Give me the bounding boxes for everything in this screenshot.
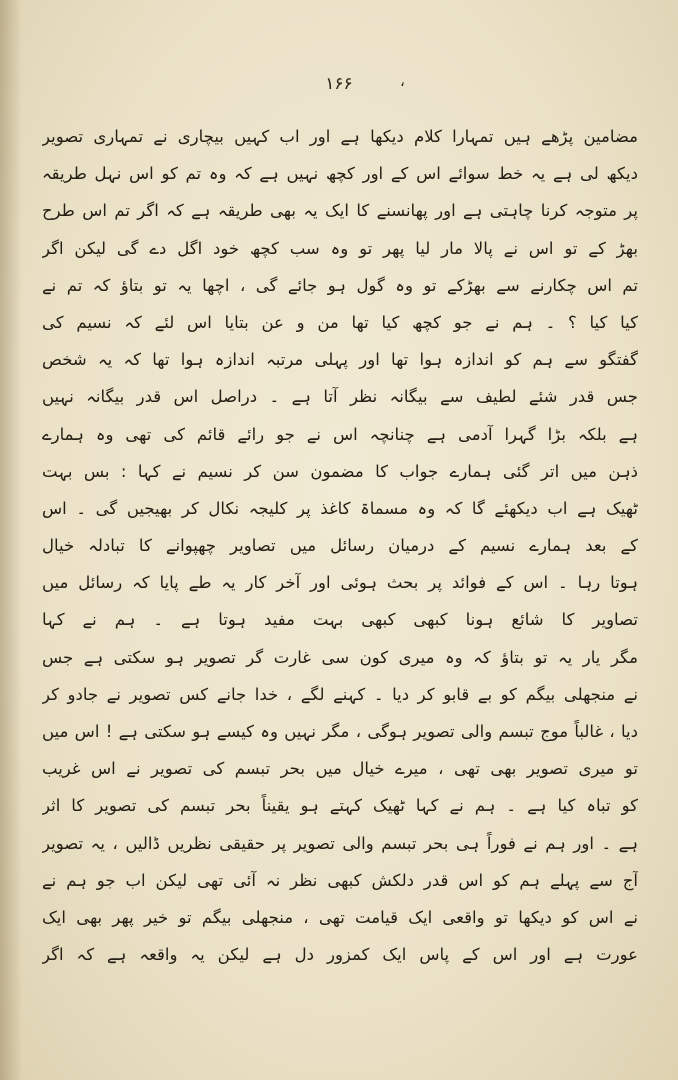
text-line: نے منجھلی بیگم کو بے قابو کر دیا ۔ کہنے لگے ، خدا جانے کس تصویر نے جادو کر [42,684,638,704]
text-line: دیا ، غالباً موج تبسم والی تصویر ہوگی ، مگر نہیں وہ کیسے ہو سکتی ہے ! اس میں [42,722,638,741]
binding-shadow [0,0,22,1080]
text-line: ہوتا رہا ۔ اس کے فوائد پر بحث ہوئی اور آخر کار یہ طے پایا کہ رسائل میں [42,573,638,593]
body-text [42,118,638,973]
page-number: ۱۶۶ [325,74,353,94]
text-line: کو تباہ کیا ہے ۔ ہم نے کہا ٹھیک کہتے ہو یقیناً بحر تبسم کی تصویر کا اثر [42,796,638,816]
text-line: تم اس چکارنے سے بھڑکے تو وہ گول ہو جائے گی ، اچھا یہ تو بتاؤ کہ تم نے [42,275,638,295]
text-line: کے بعد ہمارے نسیم کے درمیان رسائل میں تصاویر چھپوانے کا تبادلہ خیال [42,536,638,556]
text-line: گفتگو سے ہم کو اندازہ ہوا تھا اور پہلی مرتبہ اندازہ ہوا تھا کہ یہ شخص [42,350,638,370]
text-line: کیا کیا ؟ ۔ ہم نے جو کچھ کیا تھا من و عن بتایا اس لئے کہ نسیم کی [42,312,638,332]
text-line: پر متوجہ کرنا چاہتی ہے اور پھانسنے کا ایک یہ بھی طریقہ ہے کہ اگر تم اس طرح [42,201,638,221]
text-line: ہے بلکہ بڑا گہرا آدمی ہے چنانچہ اس نے جو رائے قائم کی تھی وہ ہمارے [42,424,638,444]
text-line: تصاویر کا شائع ہونا کبھی کبھی بہت مفید ہوتا ہے ۔ ہم نے کہا [42,610,638,630]
text-line: دیکھ لی ہے یہ خط سوائے اس کے اور کچھ نہیں ہے کہ وہ تم کو اس نہل طریقہ [42,164,638,184]
page-mark: ، [400,72,405,90]
text-line: عورت ہے اور اس کے پاس ایک کمزور دل ہے لیکن یہ واقعہ ہے کہ اگر [42,945,638,965]
text-line: ذہن میں اتر گئی ہمارے جواب کا مضمون سن کر نسیم نے کہا : بس بہت [42,461,638,481]
text-line: ٹھیک ہے اب دیکھئے گا کہ وہ مسماۃ کاغذ پر کلیجہ نکال کر بھیجیں گی ۔ اس [42,498,638,518]
text-line: مضامین پڑھے ہیں تمہارا کلام دیکھا ہے اور اب کہیں بیچاری نے تمہاری تصویر [42,127,638,146]
text-line: مگر یار یہ تو بتاؤ کہ وہ میری کون سی غارت گر تصویر ہو سکتی ہے جس [42,647,638,667]
text-line: بھڑ کے تو اس نے پالا مار لیا پھر تو وہ سب کچھ خود اگل دے گی لیکن اگر [42,238,638,258]
text-line: نے اس کو دیکھا تو واقعی ایک قیامت تھی ، منجھلی بیگم تو خیر پھر بھی ایک [42,907,638,927]
text-line: ہے ۔ اور ہم نے فوراً ہی بحر تبسم والی تصویر پر حقیقی نظریں ڈالیں ، یہ تصویر [42,833,638,853]
text-line: تو میری تصویر بھی تھی ، میرے خیال میں بحر تبسم کی تصویر نے اس غریب [42,759,638,779]
text-line: جس قدر شئے لطیف سے بیگانہ نظر آتا ہے ۔ دراصل اس قدر بیگانہ نہیں [42,387,638,407]
text-line: آج سے پہلے ہم کو اس قدر دلکش کبھی نظر نہ آئی تھی لیکن اب جو ہم نے [42,870,638,890]
